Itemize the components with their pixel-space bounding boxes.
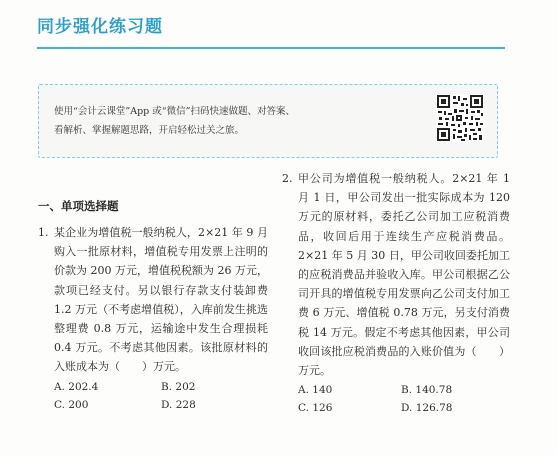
option-b[interactable]: B. 202 bbox=[161, 380, 196, 393]
section-heading: 一、单项选择题 bbox=[38, 199, 119, 213]
question-number: 2. bbox=[282, 172, 293, 185]
notice-box bbox=[38, 84, 498, 158]
qr-code-icon[interactable] bbox=[436, 94, 484, 142]
option-a[interactable]: A. 140 bbox=[298, 384, 333, 397]
option-b[interactable]: B. 140.78 bbox=[401, 384, 453, 397]
option-d[interactable]: D. 228 bbox=[161, 398, 196, 411]
notice-line-1: 使用“会计云课堂”App 或“微信”扫码快速做题、对答案、 bbox=[54, 106, 295, 117]
page-title: 同步强化练习题 bbox=[37, 17, 163, 37]
question-1 bbox=[38, 223, 268, 414]
question-text: 某企业为增值税一般纳税人，2×21 年 9 月购入一批原材料，增值税专用发票上注明的价款为 200 万元，增值税税额为 26 万元，款项已经支付。另以银行存款支付装卸费 1.2 万元（不考虑增值税），入库前发生挑选整理费 0.8 万元，运输途中发生合理损耗 0.4 万元。不考虑其他因素。该批原材料的入账成本为（ ）万元。 bbox=[54, 226, 268, 374]
title-divider bbox=[37, 47, 505, 49]
options-list bbox=[298, 381, 510, 417]
notice-line-2: 看解析、掌握解题思路，开启轻松过关之旅。 bbox=[54, 125, 245, 136]
notice-text bbox=[54, 102, 419, 140]
question-2 bbox=[282, 169, 510, 417]
option-c[interactable]: C. 126 bbox=[298, 402, 333, 415]
question-text: 甲公司为增值税一般纳税人。2×21 年 1 月 1 日，甲公司发出一批实际成本为 120 万元的原材料，委托乙公司加工应税消费品，收回后用于连续生产应税消费品。2×21 年 5 月 30 日，甲公司收回委托加工的应税消费品并验收入库。甲公司根据乙公司开具的增值税专用发票向乙公司支付加工费 6 万元、增值税 0.78 万元，另支付消费税 14 万元。假定不考虑其他因素，甲公司收回该批应税消费品的入账价值为（ ）万元。 bbox=[298, 172, 510, 378]
options-list bbox=[54, 378, 268, 414]
option-c[interactable]: C. 200 bbox=[54, 398, 89, 411]
question-number: 1. bbox=[38, 226, 49, 239]
option-d[interactable]: D. 126.78 bbox=[401, 402, 453, 415]
option-a[interactable]: A. 202.4 bbox=[54, 380, 99, 393]
